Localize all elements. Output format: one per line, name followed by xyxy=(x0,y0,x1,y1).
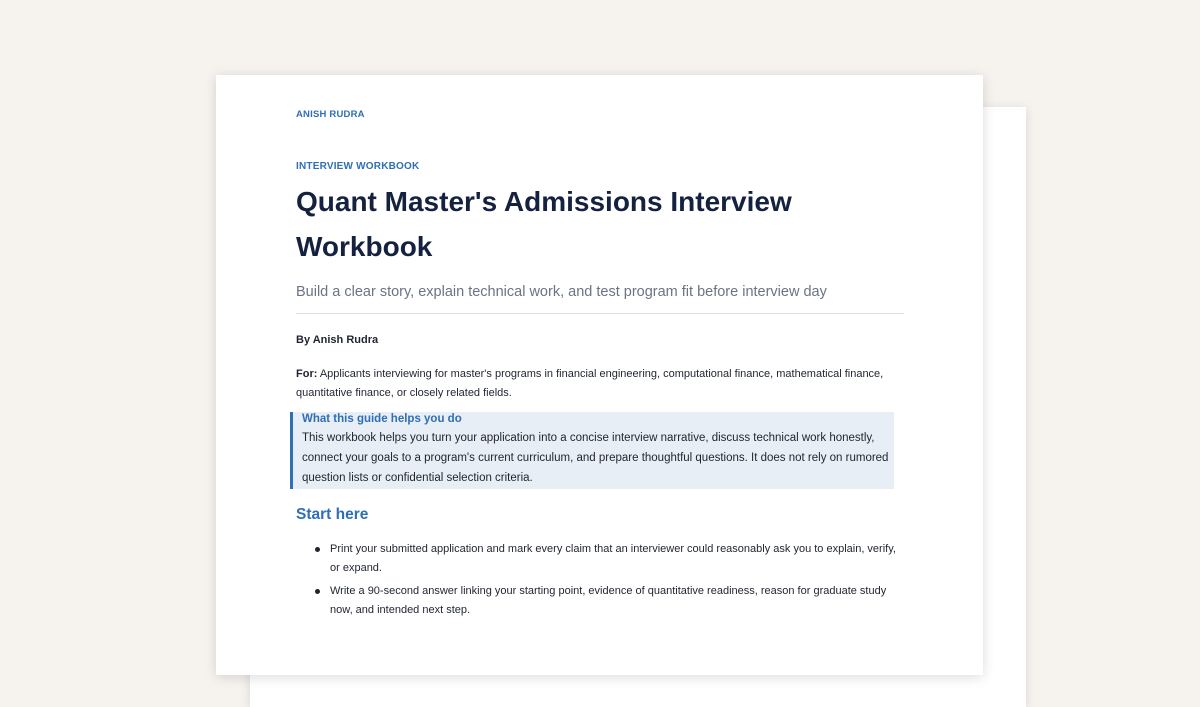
document-page xyxy=(216,75,983,675)
document-subtitle: Build a clear story, explain technical work, and test program fit before interview day xyxy=(296,284,827,300)
list-item xyxy=(296,540,904,578)
divider xyxy=(296,313,904,314)
list-item xyxy=(296,582,904,620)
start-here-list xyxy=(296,540,904,624)
list-item-text: Write a 90-second answer linking your starting point, evidence of quantitative readiness, reason for graduate study now, and intended next step. xyxy=(330,585,887,616)
callout-title: What this guide helps you do xyxy=(302,413,462,425)
callout-body: This workbook helps you turn your application into a concise interview narrative, discuss technical work honestly, connect your goals to a program's current curriculum, and prepare thoughtful questions. It does not rely on rumored question lists or confidential selection criteria. xyxy=(302,432,889,484)
audience-line xyxy=(296,365,904,403)
document-kicker: INTERVIEW WORKBOOK xyxy=(296,161,420,172)
audience-label: For: xyxy=(296,368,318,380)
section-heading-start-here: Start here xyxy=(296,506,369,523)
bullet-icon xyxy=(315,547,320,552)
document-title: Quant Master's Admissions Interview Workbook xyxy=(296,186,792,262)
author-mark: ANISH RUDRA xyxy=(296,109,365,120)
byline: By Anish Rudra xyxy=(296,334,379,346)
callout-box xyxy=(290,412,894,489)
audience-text: Applicants interviewing for master's programs in financial engineering, computational finance, mathematical finance, quantitative finance, or closely related fields. xyxy=(296,368,884,399)
list-item-text: Print your submitted application and mark every claim that an interviewer could reasonably ask you to explain, verify, or expand. xyxy=(330,543,896,574)
bullet-icon xyxy=(315,589,320,594)
